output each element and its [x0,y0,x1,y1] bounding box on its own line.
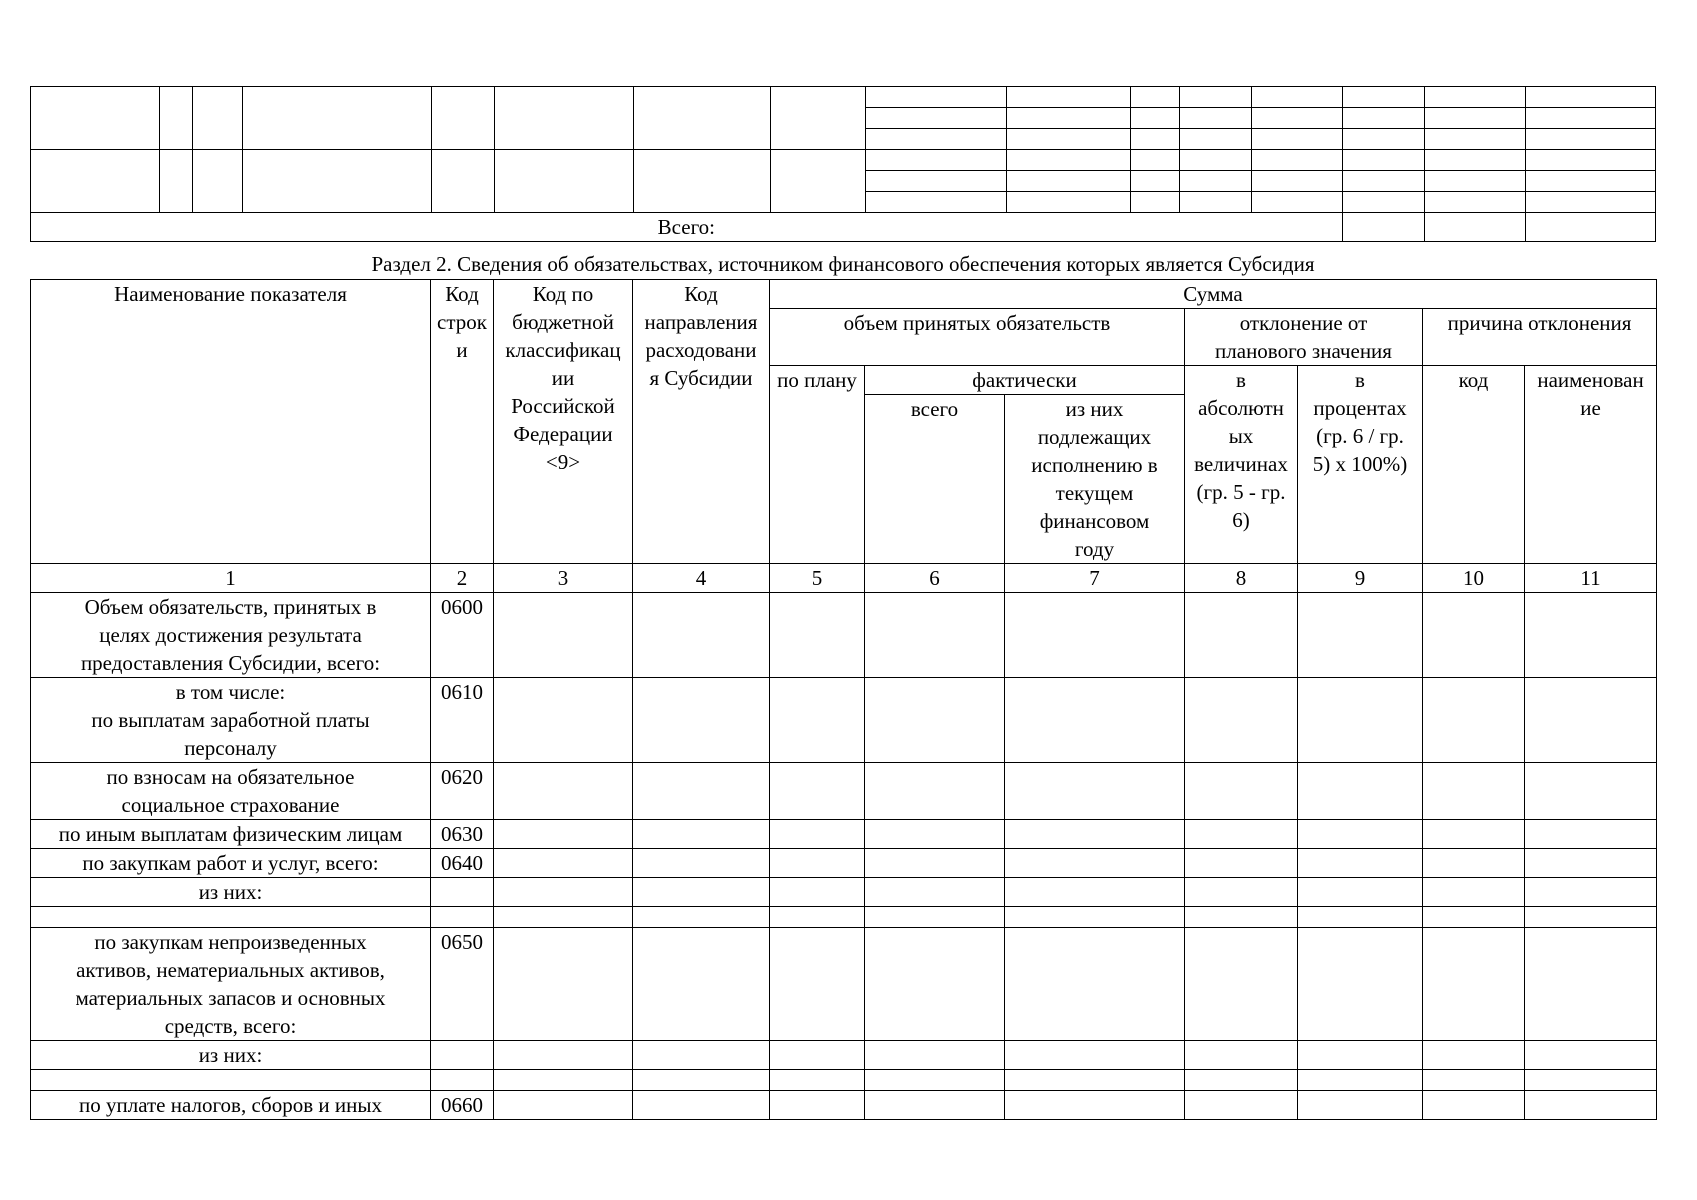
value-cell[interactable] [1185,928,1298,1041]
row-code: 0610 [431,678,494,763]
value-cell[interactable] [1005,678,1185,763]
value-cell[interactable] [633,678,770,763]
value-cell[interactable] [633,1091,770,1120]
upper-cell [866,192,1006,213]
value-cell[interactable] [1185,907,1298,928]
value-cell[interactable] [1005,820,1185,849]
value-cell[interactable] [865,907,1005,928]
row-label [31,907,431,928]
value-cell[interactable] [770,593,865,678]
row-code: 0620 [431,763,494,820]
row-label [31,1070,431,1091]
upper-cell [243,150,432,213]
upper-cell [31,87,160,150]
table-row [31,907,1657,928]
table-row [31,1041,1657,1070]
value-cell[interactable] [1423,849,1525,878]
upper-cell [866,87,1006,108]
upper-cell [193,87,243,150]
value-cell[interactable] [770,763,865,820]
upper-cell [1342,108,1424,129]
value-cell[interactable] [770,928,865,1041]
table-row [31,928,1657,1041]
upper-cell [771,150,866,213]
value-cell[interactable] [865,878,1005,907]
upper-cell [1179,192,1251,213]
upper-cell [866,108,1006,129]
value-cell[interactable] [770,1041,865,1070]
upper-cell [1130,108,1179,129]
value-cell[interactable] [865,1091,1005,1120]
value-cell[interactable] [1525,820,1657,849]
upper-cell [1251,87,1342,108]
value-cell[interactable] [1298,878,1423,907]
upper-cell [1342,129,1424,150]
table-row [31,820,1657,849]
upper-cell [1251,192,1342,213]
upper-cell [495,87,634,150]
upper-total-cell [1424,213,1525,242]
upper-cell [193,150,243,213]
upper-cell [1006,87,1130,108]
upper-cell [1179,171,1251,192]
upper-cell [432,87,495,150]
value-cell[interactable] [1298,1070,1423,1091]
header-sum: Сумма [770,280,1657,309]
value-cell[interactable] [494,878,633,907]
row-code [431,1041,494,1070]
value-cell[interactable] [770,1070,865,1091]
value-cell[interactable] [770,878,865,907]
upper-cell [1006,192,1130,213]
section-title: Раздел 2. Сведения об обязательствах, источником финансового обеспечения которых является Субсидия [371,252,1315,276]
value-cell[interactable] [1005,849,1185,878]
value-cell[interactable] [1005,907,1185,928]
value-cell[interactable] [494,678,633,763]
upper-cell [1525,129,1655,150]
value-cell[interactable] [1423,1070,1525,1091]
header-current-year: из них подлежащих исполнению в текущем финансовом году [1005,395,1185,564]
column-number: 6 [865,564,1005,593]
value-cell[interactable] [633,907,770,928]
table-row [31,763,1657,820]
header-code: код [1423,366,1525,564]
row-label: Объем обязательств, принятых в целях достижения результата предоставления Субсидии, всего: [31,593,431,678]
value-cell[interactable] [633,593,770,678]
value-cell[interactable] [1005,1091,1185,1120]
upper-cell [1251,108,1342,129]
value-cell[interactable] [865,1070,1005,1091]
value-cell[interactable] [1005,593,1185,678]
upper-cell [243,87,432,150]
value-cell[interactable] [1525,593,1657,678]
column-number: 5 [770,564,865,593]
upper-cell [1525,192,1655,213]
value-cell[interactable] [865,1041,1005,1070]
value-cell[interactable] [633,878,770,907]
value-cell[interactable] [1185,1041,1298,1070]
value-cell[interactable] [1525,1091,1657,1120]
column-number: 4 [633,564,770,593]
value-cell[interactable] [1185,763,1298,820]
upper-cell [1179,108,1251,129]
value-cell[interactable] [865,678,1005,763]
value-cell[interactable] [633,763,770,820]
value-cell[interactable] [1423,678,1525,763]
value-cell[interactable] [1525,878,1657,907]
value-cell[interactable] [494,820,633,849]
header-deviation: отклонение от планового значения [1185,309,1423,366]
value-cell[interactable] [1423,1091,1525,1120]
upper-total-label: Всего: [31,213,1343,242]
upper-cell [1342,87,1424,108]
value-cell[interactable] [1298,678,1423,763]
header-indicator-name: Наименование показателя [31,280,431,564]
value-cell[interactable] [1525,1070,1657,1091]
upper-cell [634,150,771,213]
upper-cell [1342,171,1424,192]
value-cell[interactable] [494,1091,633,1120]
column-number: 7 [1005,564,1185,593]
value-cell[interactable] [770,820,865,849]
header-row-code: Код строк и [431,280,494,564]
upper-cell [1525,87,1655,108]
value-cell[interactable] [1298,820,1423,849]
column-number: 11 [1525,564,1657,593]
table-row [31,1091,1657,1120]
value-cell[interactable] [1423,763,1525,820]
upper-cell [1424,108,1525,129]
upper-cell [495,150,634,213]
table-row [31,1070,1657,1091]
row-code [431,1070,494,1091]
upper-cell [1179,87,1251,108]
upper-cell [1006,171,1130,192]
header-total: всего [865,395,1005,564]
value-cell[interactable] [1185,849,1298,878]
value-cell[interactable] [494,593,633,678]
header-budget-code: Код по бюджетной классификац ии Российской Федерации <9> [494,280,633,564]
header-absolute: в абсолютн ых величинах (гр. 5 - гр. 6) [1185,366,1298,564]
value-cell[interactable] [633,1070,770,1091]
header-obligations-volume: объем принятых обязательств [770,309,1185,366]
value-cell[interactable] [1298,763,1423,820]
upper-cell [866,150,1006,171]
value-cell[interactable] [1005,1070,1185,1091]
value-cell[interactable] [1298,928,1423,1041]
value-cell[interactable] [1298,849,1423,878]
upper-cell [1424,129,1525,150]
upper-cell [1525,171,1655,192]
upper-table-fragment [30,86,1656,242]
value-cell[interactable] [770,907,865,928]
header-name: наименован ие [1525,366,1657,564]
column-number: 1 [31,564,431,593]
row-code [431,878,494,907]
value-cell[interactable] [1423,928,1525,1041]
value-cell[interactable] [1298,1091,1423,1120]
upper-cell [1424,87,1525,108]
obligations-table [30,279,1657,1120]
row-label: по иным выплатам физическим лицам [31,820,431,849]
value-cell[interactable] [633,928,770,1041]
value-cell[interactable] [494,1070,633,1091]
row-label: по уплате налогов, сборов и иных [31,1091,431,1120]
value-cell[interactable] [1423,907,1525,928]
upper-total-cell [1525,213,1655,242]
table-row [31,678,1657,763]
value-cell[interactable] [494,907,633,928]
column-number: 10 [1423,564,1525,593]
upper-cell [1006,129,1130,150]
upper-cell [1424,171,1525,192]
value-cell[interactable] [1298,907,1423,928]
value-cell[interactable] [494,763,633,820]
row-code: 0650 [431,928,494,1041]
upper-cell [1179,129,1251,150]
value-cell[interactable] [633,849,770,878]
upper-cell [1179,150,1251,171]
row-label: из них: [31,878,431,907]
table-row [31,593,1657,678]
value-cell[interactable] [1005,1041,1185,1070]
upper-cell [866,171,1006,192]
row-label: в том числе: по выплатам заработной платы персоналу [31,678,431,763]
header-percent: в процентах (гр. 6 / гр. 5) х 100%) [1298,366,1423,564]
value-cell[interactable] [1423,1041,1525,1070]
upper-cell [1342,150,1424,171]
upper-cell [1251,129,1342,150]
value-cell[interactable] [1525,678,1657,763]
value-cell[interactable] [1185,678,1298,763]
row-label: по закупкам непроизведенных активов, нематериальных активов, материальных запасов и основных средств, всего: [31,928,431,1041]
value-cell[interactable] [770,1091,865,1120]
value-cell[interactable] [770,678,865,763]
value-cell[interactable] [1185,820,1298,849]
value-cell[interactable] [1525,1041,1657,1070]
value-cell[interactable] [1185,878,1298,907]
value-cell[interactable] [633,1041,770,1070]
value-cell[interactable] [1423,878,1525,907]
value-cell[interactable] [865,763,1005,820]
value-cell[interactable] [865,928,1005,1041]
upper-cell [1130,150,1179,171]
upper-cell [1251,171,1342,192]
value-cell[interactable] [633,820,770,849]
value-cell[interactable] [494,1041,633,1070]
value-cell[interactable] [865,593,1005,678]
upper-cell [771,87,866,150]
row-code: 0660 [431,1091,494,1120]
upper-cell [432,150,495,213]
value-cell[interactable] [770,849,865,878]
value-cell[interactable] [1525,763,1657,820]
column-numbers-row [31,564,1657,593]
upper-cell [1424,150,1525,171]
value-cell[interactable] [1423,593,1525,678]
value-cell[interactable] [1423,820,1525,849]
value-cell[interactable] [1298,1041,1423,1070]
value-cell[interactable] [1185,1091,1298,1120]
upper-cell [1006,108,1130,129]
table-row [31,878,1657,907]
header-by-plan: по плану [770,366,865,564]
value-cell[interactable] [1525,907,1657,928]
upper-cell [1130,87,1179,108]
header-deviation-reason: причина отклонения [1423,309,1657,366]
upper-cell [160,87,193,150]
upper-cell [866,129,1006,150]
upper-cell [1130,129,1179,150]
upper-cell [1342,192,1424,213]
row-code: 0630 [431,820,494,849]
value-cell[interactable] [1185,593,1298,678]
column-number: 2 [431,564,494,593]
upper-cell [1251,150,1342,171]
row-label: по взносам на обязательное социальное страхование [31,763,431,820]
value-cell[interactable] [1185,1070,1298,1091]
value-cell[interactable] [865,849,1005,878]
value-cell[interactable] [1525,928,1657,1041]
upper-cell [160,150,193,213]
upper-total-cell [1342,213,1424,242]
table-row [31,849,1657,878]
upper-cell [1006,150,1130,171]
row-label: из них: [31,1041,431,1070]
header-actual: фактически [865,366,1185,395]
value-cell[interactable] [494,928,633,1041]
upper-cell [1525,150,1655,171]
row-code: 0640 [431,849,494,878]
upper-cell [1525,108,1655,129]
row-label: по закупкам работ и услуг, всего: [31,849,431,878]
row-code [431,907,494,928]
value-cell[interactable] [1525,849,1657,878]
upper-cell [634,87,771,150]
value-cell[interactable] [494,849,633,878]
column-number: 3 [494,564,633,593]
value-cell[interactable] [1005,878,1185,907]
value-cell[interactable] [1298,593,1423,678]
upper-cell [1130,192,1179,213]
upper-cell [1424,192,1525,213]
row-code: 0600 [431,593,494,678]
upper-cell [31,150,160,213]
column-number: 8 [1185,564,1298,593]
header-direction-code: Код направления расходовани я Субсидии [633,280,770,564]
value-cell[interactable] [1005,763,1185,820]
column-number: 9 [1298,564,1423,593]
value-cell[interactable] [1005,928,1185,1041]
upper-cell [1130,171,1179,192]
value-cell[interactable] [865,820,1005,849]
